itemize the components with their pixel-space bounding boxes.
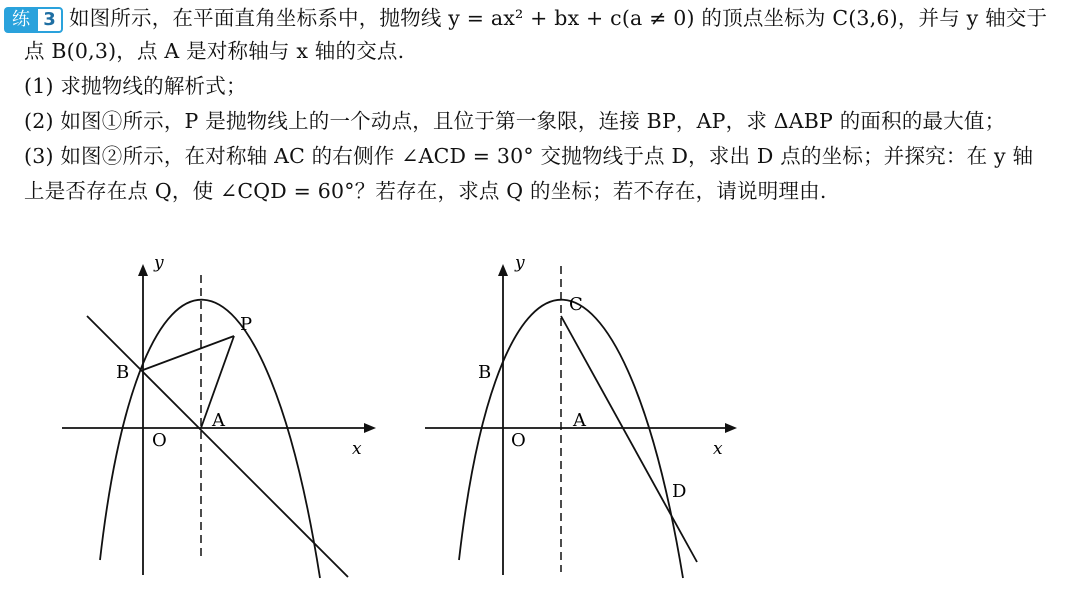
badge-number: 3	[36, 7, 63, 33]
badge-label: 练	[4, 7, 36, 33]
problem-line-1-text: 如图所示，在平面直角坐标系中，抛物线 y = ax² + bx + c(a ≠ 0) 的顶点坐标为 C(3,6)，并与 y 轴交于	[68, 6, 1048, 30]
fig2-x-arrow	[725, 423, 737, 433]
question-3-line-1: (3) 如图②所示，在对称轴 AC 的右侧作 ∠ACD = 30° 交抛物线于点 D，求出 D 点的坐标；并探究：在 y 轴	[24, 144, 1034, 168]
question-3-line-2: 上是否存在点 Q，使 ∠CQD = 60°？若存在，求点 Q 的坐标；若不存在，请说明理由.	[24, 179, 827, 203]
fig2-point-A-label: A	[573, 410, 586, 431]
fig2-point-C-label: C	[569, 294, 583, 315]
problem-line-2: 点 B(0,3)，点 A 是对称轴与 x 轴的交点.	[24, 39, 405, 63]
fig2-y-label: y	[515, 253, 525, 273]
fig2-point-B-label: B	[478, 362, 492, 383]
fig1-point-A-label: A	[212, 410, 225, 431]
fig2-origin-label: O	[511, 430, 526, 451]
fig2-parabola	[459, 300, 683, 578]
fig2-x-label: x	[713, 439, 723, 459]
fig1-origin-label: O	[152, 430, 167, 451]
fig1-x-label: x	[352, 439, 362, 459]
fig2-point-D-label: D	[672, 481, 687, 502]
question-2: (2) 如图①所示，P 是抛物线上的一个动点，且位于第一象限，连接 BP，AP，求 ΔABP 的面积的最大值；	[24, 109, 1006, 133]
fig1-y-label: y	[154, 253, 164, 273]
fig2-line-CD	[561, 316, 697, 562]
question-1: (1) 求抛物线的解析式；	[24, 74, 247, 98]
fig2-y-arrow	[498, 264, 508, 276]
fig1-point-P-label: P	[240, 314, 253, 335]
fig1-point-B-label: B	[116, 362, 130, 383]
